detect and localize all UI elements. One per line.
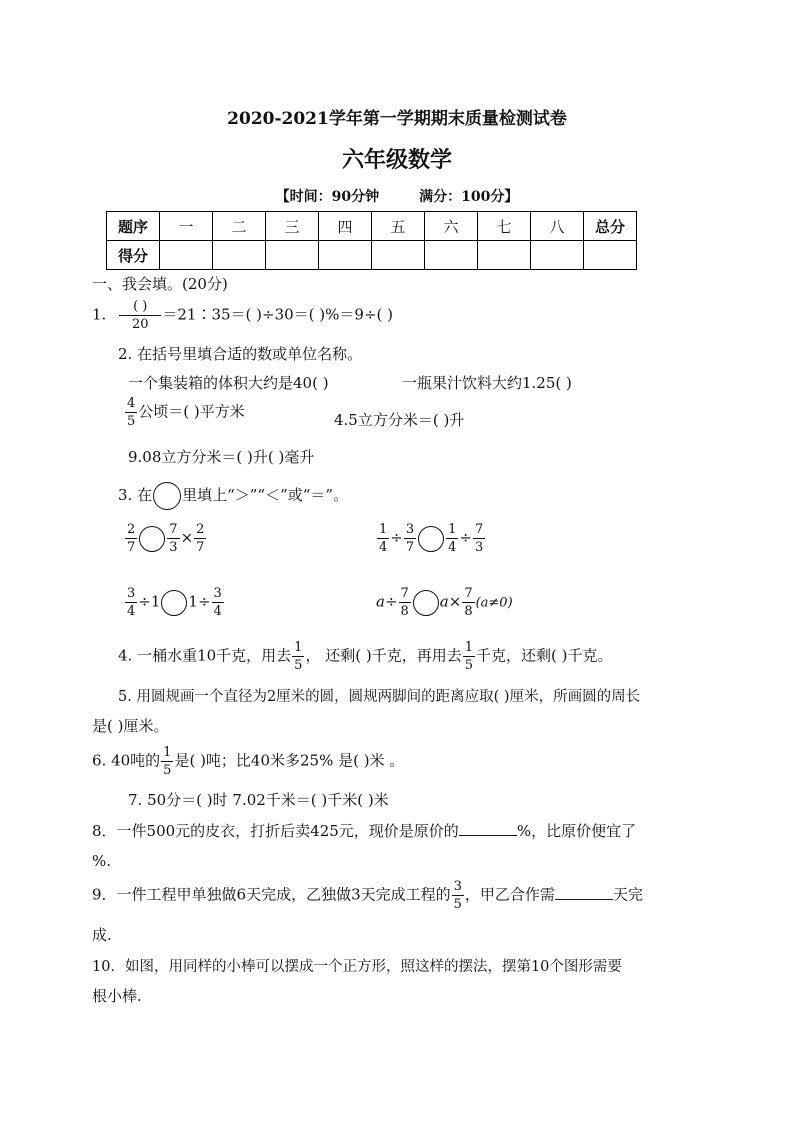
circle-icon <box>153 482 181 510</box>
q1-rest: ＝21∶35＝( )÷30＝( )%＝9÷( ) <box>162 305 393 324</box>
q2-line2b: 4.5立方分米＝( )升 <box>334 411 465 429</box>
score-cell: 二 <box>213 212 266 241</box>
question-9-line1: 9．一件工程甲单独做6天完成，乙独做3天完成工程的 $\frac{3}{5}$ ，甲乙合作需 天完 <box>92 879 643 912</box>
question-5-line1: 5. 用圆规画一个直径为2厘米的圆，圆规两脚间的距离应取( )厘米，所画圆的周长 <box>118 689 641 705</box>
compare-circle[interactable] <box>418 526 444 552</box>
compare-circle[interactable] <box>161 590 187 616</box>
score-input-cell[interactable] <box>213 241 266 270</box>
score-input-cell[interactable] <box>372 241 425 270</box>
question-4: 4. 一桶水重10千克，用去 $\frac{1}{5}$ ， 还剩( )千克，再用去 $\frac{1}{5}$ 千克，还剩( )千克。 <box>118 640 613 673</box>
exam-info <box>0 186 794 206</box>
q3-item-c: $\frac{3}{4}$ ÷1 1÷ $\frac{3}{4}$ <box>127 586 222 619</box>
question-3: 3. 在 里填上“＞”“＜”或“＝”。 <box>118 482 348 510</box>
question-9-line2: 成. <box>92 926 112 944</box>
score-cell: 三 <box>266 212 319 241</box>
compare-circle[interactable] <box>413 590 439 616</box>
score-input-cell[interactable] <box>584 241 637 270</box>
question-6: 6. 40吨的 $\frac{1}{5}$ 是( )吨；比40米多25% 是( )米 。 <box>92 745 405 778</box>
q2-line1a: 一个集装箱的体积大约是40( ) <box>128 374 329 392</box>
q3-item-a: $\frac{2}{7}$ $\frac{7}{3}$ × $\frac{2}{7}$ <box>127 522 205 555</box>
question-7: 7. 50分＝( )时 7.02千米＝( )千米( )米 <box>128 791 389 809</box>
score-cell: 八 <box>531 212 584 241</box>
score-cell: 一 <box>160 212 213 241</box>
q2-fraction: $\frac{4}{5}$ <box>127 396 136 429</box>
answer-blank[interactable] <box>459 835 517 836</box>
q1-fraction: $\frac{( )}{20}$ <box>119 300 161 331</box>
q3-item-b: $\frac{1}{4}$ ÷ $\frac{3}{7}$ $\frac{1}{4}$ ÷ $\frac{7}{3}$ <box>379 522 484 555</box>
score-cell: 五 <box>372 212 425 241</box>
exam-subtitle: 六年级数学 <box>341 148 452 173</box>
question-10-line1: 10．如图，用同样的小棒可以摆成一个正方形，照这样的摆法，摆第10个图形需要 <box>92 959 622 975</box>
question-1 <box>92 300 393 331</box>
answer-blank[interactable] <box>555 899 613 900</box>
q1-number: 1. <box>92 305 107 324</box>
question-10-line2: 根小棒. <box>92 987 142 1005</box>
score-input-cell[interactable] <box>160 241 213 270</box>
score-input-cell[interactable] <box>478 241 531 270</box>
score-table-score-row <box>107 241 637 270</box>
question-8-line1: 8．一件500元的皮衣，打折后卖425元，现价是原价的 %，比原价便宜了 <box>92 822 637 840</box>
q2-line1b: 一瓶果汁饮料大约1.25( ) <box>402 374 572 392</box>
compare-circle[interactable] <box>139 526 165 552</box>
score-table <box>106 211 637 270</box>
q3-item-d: a÷ $\frac{7}{8}$ a× $\frac{7}{8}$ (a≠0) <box>376 586 513 619</box>
score-table-header-row <box>107 212 637 241</box>
score-cell: 六 <box>425 212 478 241</box>
exam-title: 2020-2021学年第一学期期末质量检测试卷 <box>227 109 567 129</box>
score-input-cell[interactable] <box>266 241 319 270</box>
question-2: 2. 在括号里填合适的数或单位名称。 <box>118 345 363 363</box>
section-heading: 一、我会填。(20分) <box>92 275 228 293</box>
score-cell: 总分 <box>584 212 637 241</box>
q2-line3: 9.08立方分米＝( )升( )毫升 <box>128 448 315 466</box>
score-cell: 四 <box>319 212 372 241</box>
score-cell: 题序 <box>107 212 160 241</box>
q2-line2: $\frac{4}{5}$ 公顷＝( )平方米 <box>127 396 245 429</box>
score-input-cell[interactable] <box>425 241 478 270</box>
score-cell: 七 <box>478 212 531 241</box>
score-input-cell[interactable] <box>531 241 584 270</box>
question-5-line2: 是( )厘米。 <box>92 717 169 735</box>
exam-full-score: 满分：100分】 <box>419 189 519 205</box>
question-8-line2: %. <box>92 852 112 870</box>
exam-time: 【时间：90分钟 <box>275 189 380 205</box>
score-cell: 得分 <box>107 241 160 270</box>
score-input-cell[interactable] <box>319 241 372 270</box>
